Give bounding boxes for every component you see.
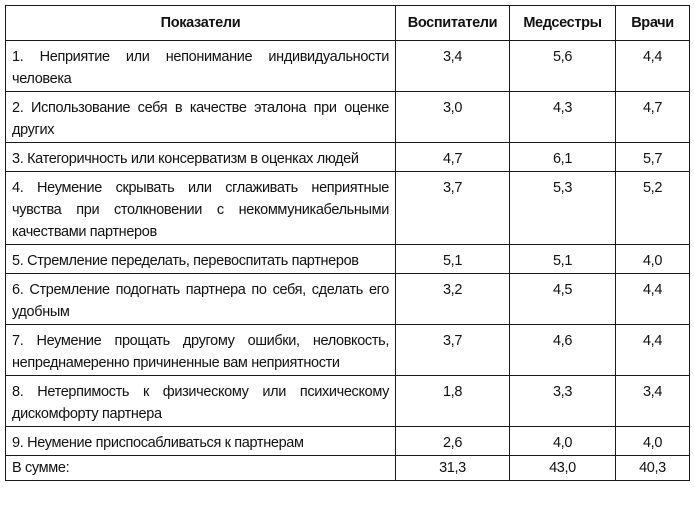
table-row [6, 274, 690, 325]
nurses-value: 6,1 [510, 143, 616, 172]
total-doctors-value: 40,3 [616, 456, 690, 481]
educators-value: 3,7 [396, 172, 510, 245]
table-row [6, 376, 690, 427]
header-nurses: Медсестры [510, 6, 616, 41]
doctors-value: 4,7 [616, 92, 690, 143]
doctors-value: 4,4 [616, 325, 690, 376]
educators-value: 2,6 [396, 427, 510, 456]
row-label: 6. Стремление подогнать партнера по себя, сделать его удобным [6, 274, 396, 325]
nurses-value: 3,3 [510, 376, 616, 427]
table-row [6, 245, 690, 274]
header-indicators: Показатели [6, 6, 396, 41]
nurses-value: 5,3 [510, 172, 616, 245]
doctors-value: 4,4 [616, 41, 690, 92]
doctors-value: 3,4 [616, 376, 690, 427]
nurses-value: 4,6 [510, 325, 616, 376]
total-educators-value: 31,3 [396, 456, 510, 481]
educators-value: 3,7 [396, 325, 510, 376]
header-row [6, 6, 690, 41]
table-row [6, 143, 690, 172]
row-label: 3. Категоричность или консерватизм в оценках людей [6, 143, 396, 172]
doctors-value: 5,2 [616, 172, 690, 245]
educators-value: 3,0 [396, 92, 510, 143]
row-label: 9. Неумение приспосабливаться к партнерам [6, 427, 396, 456]
row-label: 8. Нетерпимость к физическому или психическому дискомфорту партнера [6, 376, 396, 427]
educators-value: 4,7 [396, 143, 510, 172]
educators-value: 3,4 [396, 41, 510, 92]
table-row [6, 172, 690, 245]
nurses-value: 5,6 [510, 41, 616, 92]
educators-value: 1,8 [396, 376, 510, 427]
row-label: 4. Неумение скрывать или сглаживать неприятные чувства при столкновении с некоммуникабельными качествами партнеров [6, 172, 396, 245]
table-row [6, 325, 690, 376]
table-row [6, 41, 690, 92]
total-row [6, 456, 690, 481]
nurses-value: 4,5 [510, 274, 616, 325]
nurses-value: 4,3 [510, 92, 616, 143]
row-label: 2. Использование себя в качестве эталона при оценке других [6, 92, 396, 143]
header-doctors: Врачи [616, 6, 690, 41]
doctors-value: 4,0 [616, 427, 690, 456]
table-row [6, 427, 690, 456]
total-label: В сумме: [6, 456, 396, 481]
total-nurses-value: 43,0 [510, 456, 616, 481]
doctors-value: 5,7 [616, 143, 690, 172]
doctors-value: 4,0 [616, 245, 690, 274]
row-label: 7. Неумение прощать другому ошибки, неловкость, непреднамеренно причиненные вам неприятности [6, 325, 396, 376]
table-row [6, 92, 690, 143]
educators-value: 3,2 [396, 274, 510, 325]
header-educators: Воспитатели [396, 6, 510, 41]
educators-value: 5,1 [396, 245, 510, 274]
row-label: 1. Неприятие или непонимание индивидуальности человека [6, 41, 396, 92]
doctors-value: 4,4 [616, 274, 690, 325]
nurses-value: 4,0 [510, 427, 616, 456]
nurses-value: 5,1 [510, 245, 616, 274]
indicators-table [5, 5, 690, 481]
row-label: 5. Стремление переделать, перевоспитать партнеров [6, 245, 396, 274]
